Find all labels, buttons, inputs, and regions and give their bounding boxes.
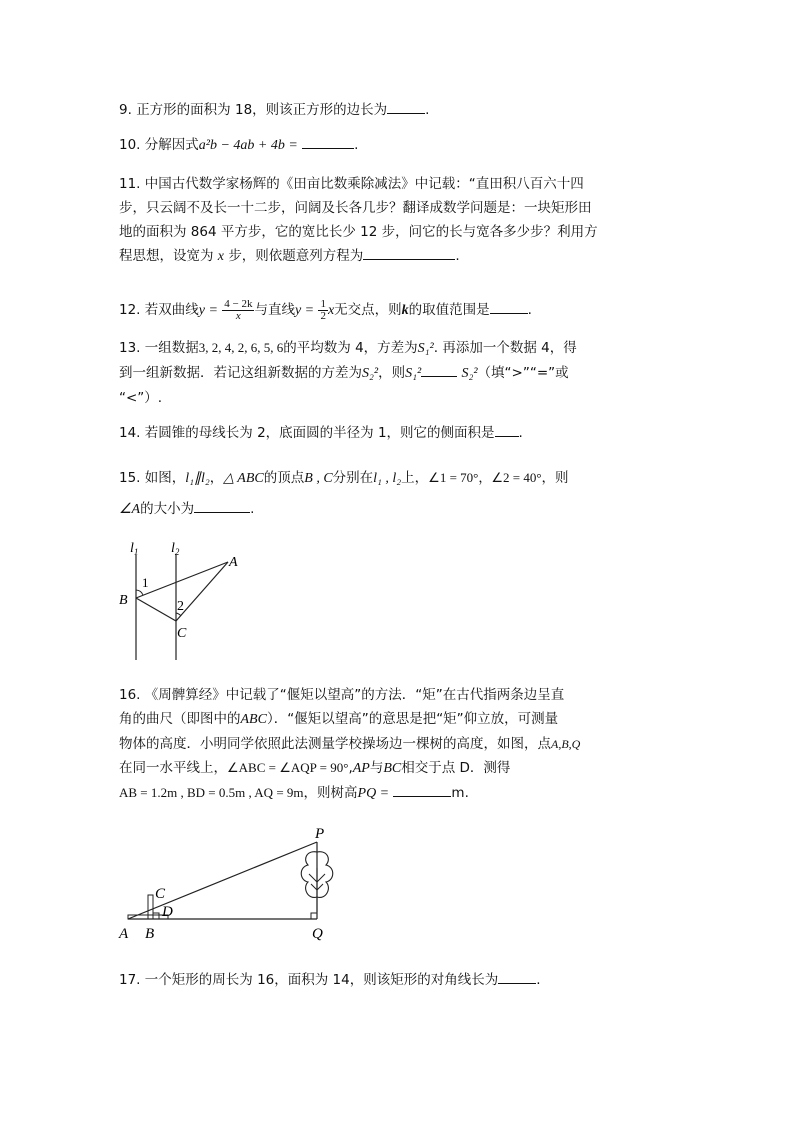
- answer-blank[interactable]: [302, 134, 354, 149]
- question-text-line: 中国古代数学家杨辉的《田亩比数乘除减法》中记载：“直田积八百六十四: [144, 176, 584, 192]
- angle-1-arc: [136, 590, 143, 595]
- right-angle-q: [311, 913, 317, 919]
- fraction-half: $\frac{1}{2}$: [320, 297, 326, 322]
- answer-blank[interactable]: [421, 362, 457, 377]
- label-l2: $l_2$: [171, 541, 180, 557]
- answer-blank[interactable]: [490, 299, 528, 314]
- question-number: 13.: [119, 340, 141, 356]
- question-15: 15. 如图，l₁∥l₂，△ ABC的顶点B , C分别在l₁ , l₂上，∠1 = 70°，∠2 = 40°，则 ∠A的大小为 .: [119, 470, 569, 517]
- label-l1: $l_1$: [130, 541, 139, 557]
- answer-blank[interactable]: [498, 969, 536, 984]
- answer-blank[interactable]: [363, 245, 455, 260]
- segment-bc: [136, 598, 176, 621]
- right-angle-b: [153, 913, 159, 919]
- question-text-line: 地的面积为 864 平方步，它的宽比长少 12 步，问它的长与宽各多少步？利用方: [119, 224, 598, 240]
- variable: x: [217, 249, 225, 264]
- answer-blank[interactable]: [393, 782, 451, 797]
- answer-blank[interactable]: [495, 422, 519, 437]
- data-list: 3, 2, 4, 2, 6, 5, 6: [198, 340, 284, 355]
- question-number: 14.: [119, 425, 141, 441]
- question-text: 分解因式: [144, 137, 199, 153]
- label-b: B: [119, 593, 128, 608]
- question-number: 16.: [119, 687, 141, 703]
- label-a: A: [119, 926, 129, 942]
- label-angle-2: 2: [177, 599, 184, 614]
- label-p: P: [315, 826, 325, 842]
- question-number: 11.: [119, 176, 141, 192]
- question-number: 12.: [119, 302, 141, 318]
- question-10: 10. 分解因式a²b − 4ab + 4b = .: [119, 133, 679, 158]
- figure-16-diagram: [110, 820, 350, 945]
- question-16: 16. 《周髀算经》中记载了“偃矩以望高”的方法．“矩”在古代指两条边呈直 角的曲尺（即图中的ABC）．“偃矩以望高”的意思是把“矩”仰立放，可测量 物体的高度．小明同学依照此法测量学校操场边一棵树的高度，如图，点A,B,Q 在同一水平线上，∠ABC = ∠AQP = 90°,AP与BC相交于点 D．测得 AB = 1.2m , BD = 0.5m , AQ = 9m，则树高PQ = m.: [119, 687, 581, 801]
- label-d: D: [162, 904, 173, 920]
- label-b: B: [145, 926, 155, 942]
- question-number: 9.: [119, 102, 132, 118]
- question-9: 9. 正方形的面积为 18，则该正方形的边长为 .: [119, 98, 679, 122]
- figure-15-diagram: [110, 540, 250, 665]
- answer-blank[interactable]: [387, 99, 425, 114]
- question-14: 14. 若圆锥的母线长为 2，底面圆的半径为 1，则它的侧面积是 .: [119, 421, 679, 445]
- question-13: 13. 一组数据3, 2, 4, 2, 6, 5, 6的平均数为 4，方差为S₁². 再添加一个数据 4，得 到一组新数据．若记这组新数据的方差为S₂²，则S₁² S₂²（填“>”“=”或 “<”）.: [119, 340, 577, 406]
- math-expression: a²b − 4ab + 4b =: [198, 138, 298, 153]
- label-c: C: [177, 626, 187, 641]
- question-text: 若圆锥的母线长为 2，底面圆的半径为 1，则它的侧面积是: [144, 425, 495, 441]
- question-number: 17.: [119, 972, 141, 988]
- label-q: Q: [312, 926, 323, 942]
- question-11: 11. 中国古代数学家杨辉的《田亩比数乘除减法》中记载：“直田积八百六十四 步，只云阔不及长一十二步，问阔及长各几步？翻译成数学问题是：一块矩形田 地的面积为 864 平方步，它的宽比长少 12 步，问它的长与宽各多少步？利用方 程思想，设宽为 x 步，则依题意列方程为 .: [119, 172, 679, 269]
- label-a: A: [229, 555, 238, 570]
- sight-line-ap: [128, 842, 317, 919]
- segment-ba: [136, 562, 228, 598]
- fraction-hyperbola: $\frac{4 - 2k}{x}$: [224, 297, 253, 322]
- label-angle-1: 1: [142, 575, 149, 590]
- answer-blank[interactable]: [194, 498, 250, 513]
- question-text-line: 步，只云阔不及长一十二步，问阔及长各几步？翻译成数学问题是：一块矩形田: [119, 200, 592, 216]
- label-c: C: [155, 886, 166, 902]
- question-17: 17. 一个矩形的周长为 16，面积为 14，则该矩形的对角线长为 .: [119, 968, 679, 992]
- question-number: 15.: [119, 470, 141, 486]
- question-text: 一个矩形的周长为 16，面积为 14，则该矩形的对角线长为: [144, 972, 499, 988]
- question-number: 10.: [119, 137, 141, 153]
- question-12: 12. 若双曲线y = $\frac{4 - 2k}{x}$ 与直线y = $\frac{1}{2}$ x无交点，则k的取值范围是 .: [119, 297, 532, 322]
- question-text: 正方形的面积为 18，则该正方形的边长为: [136, 102, 388, 118]
